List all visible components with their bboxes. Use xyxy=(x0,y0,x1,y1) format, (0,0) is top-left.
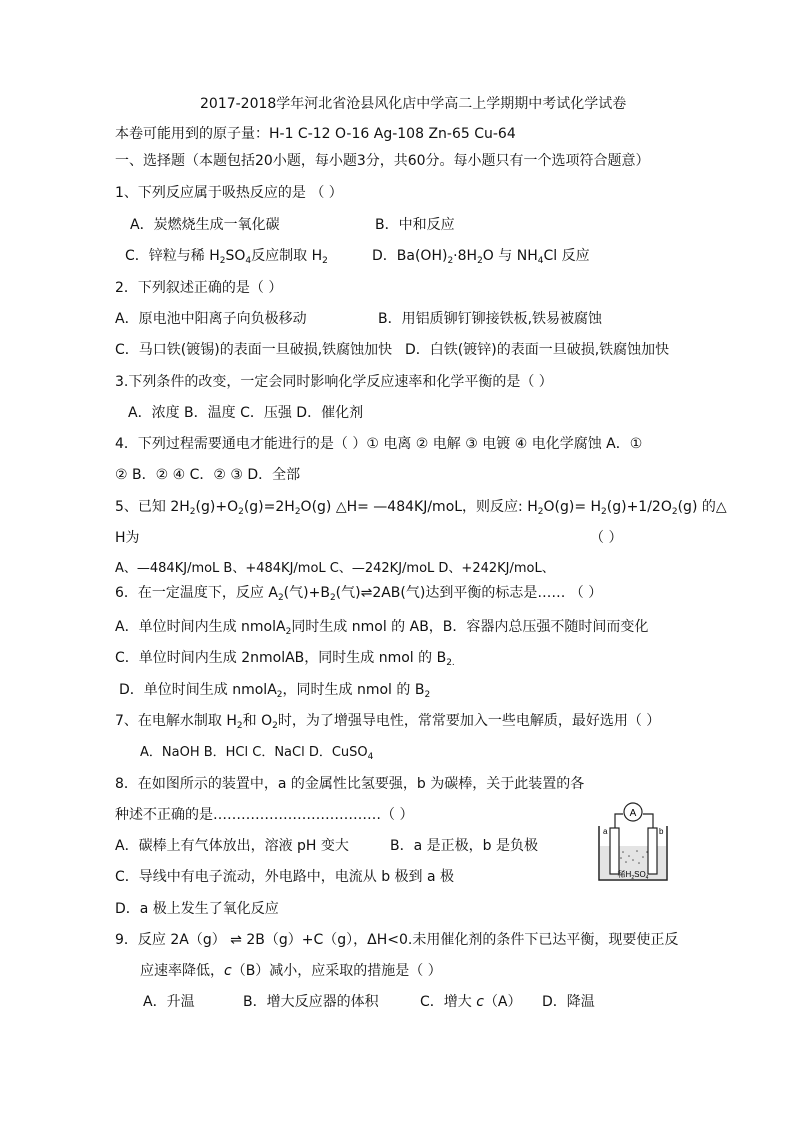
q1-option-c: C．锌粒与稀 $H_2SO_4$反应制取 $H_2$ xyxy=(125,248,328,266)
q9-option-a: A．升温 xyxy=(143,994,195,1010)
q9-option-b: B．增大反应器的体积 xyxy=(243,994,379,1010)
q1-option-b: B．中和反应 xyxy=(375,217,455,233)
q2-stem: 2．下列叙述正确的是（ ） xyxy=(115,280,283,296)
electrochemical-cell-figure xyxy=(593,800,673,882)
q9-line2: 应速率降低，c（B）减小，应采取的措施是（ ） xyxy=(140,963,442,979)
solution-label: 稀$H_2SO_4$ xyxy=(617,870,649,881)
section-heading: 一、选择题（本题包括20小题，每小题3分，共60分。每小题只有一个选项符合题意） xyxy=(115,153,650,169)
q6-option-d: D．单位时间生成 nmolA$_2$，同时生成 nmol 的 $B_2$ xyxy=(119,682,431,700)
electrode-a-label: a xyxy=(603,827,608,836)
q4-line2: ② B．② ④ C．② ③ D．全部 xyxy=(115,467,301,483)
q5-line1: 5、已知 $2H_2(g)+O_2(g)=2H_2O(g)$ △H= —484KJ/moL，则反应: $H_2O(g)= H_2(g)+1/2O_2(g)$ 的△ xyxy=(115,499,727,517)
q1-stem: 1、下列反应属于吸热反应的是 （ ） xyxy=(115,185,343,201)
q8-option-c: C．导线中有电子流动，外电路中，电流从 b 极到 a 极 xyxy=(115,869,455,885)
cell-diagram xyxy=(593,800,673,882)
exam-title: 2017-2018学年河北省沧县风化店中学高二上学期期中考试化学试卷 xyxy=(200,96,627,112)
electrode-a xyxy=(610,828,619,874)
q7-stem: 7、在电解水制取 $H_2$和 $O_2$时，为了增强导电性，常常要加入一些电解质，最好选用（ ） xyxy=(115,713,661,731)
q4-line1: 4．下列过程需要通电才能进行的是（ ）① 电离 ② 电解 ③ 电镀 ④ 电化学腐蚀 A．① xyxy=(115,436,643,452)
q2-option-a: A．原电池中阳离子向负极移动 xyxy=(115,311,307,327)
q8-option-a: A．碳棒上有气体放出，溶液 pH 变大 xyxy=(115,838,349,854)
q8-option-d: D．a 极上发生了氧化反应 xyxy=(115,901,279,917)
q5-options: A、—484KJ/moL B、+484KJ/moL C、—242KJ/moL D、+242KJ/moL、 xyxy=(115,561,555,576)
q8-line1: 8．在如图所示的装置中，a 的金属性比氢要强，b 为碳棒，关于此装置的各 xyxy=(115,776,585,792)
q9-option-c: C．增大 c（A） xyxy=(420,994,522,1010)
atomic-masses: 本卷可能用到的原子量：H-1 C-12 O-16 Ag-108 Zn-65 Cu-64 xyxy=(115,126,516,142)
q8-option-b: B．a 是正极，b 是负极 xyxy=(390,838,538,854)
q1-option-d: D．$Ba(OH)_2\cdot 8H_2O$ 与 $NH_4Cl$ 反应 xyxy=(372,248,590,266)
q2-option-d: D．白铁(镀锌)的表面一旦破损,铁腐蚀加快 xyxy=(405,342,670,358)
q1-option-a: A．炭燃烧生成一氧化碳 xyxy=(130,217,280,233)
q8-line2: 种述不正确的是………………………………（ ） xyxy=(115,807,414,823)
electrode-b-label: b xyxy=(659,827,664,836)
q6-option-ab: A．单位时间内生成 nmolA$_2$同时生成 nmol 的 AB，B．容器内总压强不随时间而变化 xyxy=(115,619,649,637)
q3-stem: 3.下列条件的改变，一定会同时影响化学反应速率和化学平衡的是（ ） xyxy=(115,374,553,390)
q5-answer-blank: （ ） xyxy=(590,530,623,546)
q9-option-d: D．降温 xyxy=(542,994,595,1010)
q7-options: A．NaOH B．HCl C．NaCl D．CuSO$_4$ xyxy=(140,745,374,762)
q3-options: A．浓度 B．温度 C．压强 D．催化剂 xyxy=(128,405,364,421)
q9-line1: 9．反应 2A（g） ⇌ 2B（g）+C（g），ΔH<0.未用催化剂的条件下已达平衡，现要使正反 xyxy=(115,932,679,948)
electrode-b xyxy=(648,828,657,874)
q2-option-b: B．用铝质铆钉铆接铁板,铁易被腐蚀 xyxy=(378,311,603,327)
q5-line2: H为 xyxy=(115,530,140,546)
q6-option-c: C．单位时间内生成 2nmolAB，同时生成 nmol 的 $B_{2.}$ xyxy=(115,650,455,668)
ammeter-label: A xyxy=(629,808,637,819)
q6-stem: 6．在一定温度下，反应 $A_2$(气)$+B_2$(气)⇌2AB(气)达到平衡的标志是…… （ ） xyxy=(115,585,603,603)
q2-option-c: C．马口铁(镀锡)的表面一旦破损,铁腐蚀加快 xyxy=(115,342,393,358)
